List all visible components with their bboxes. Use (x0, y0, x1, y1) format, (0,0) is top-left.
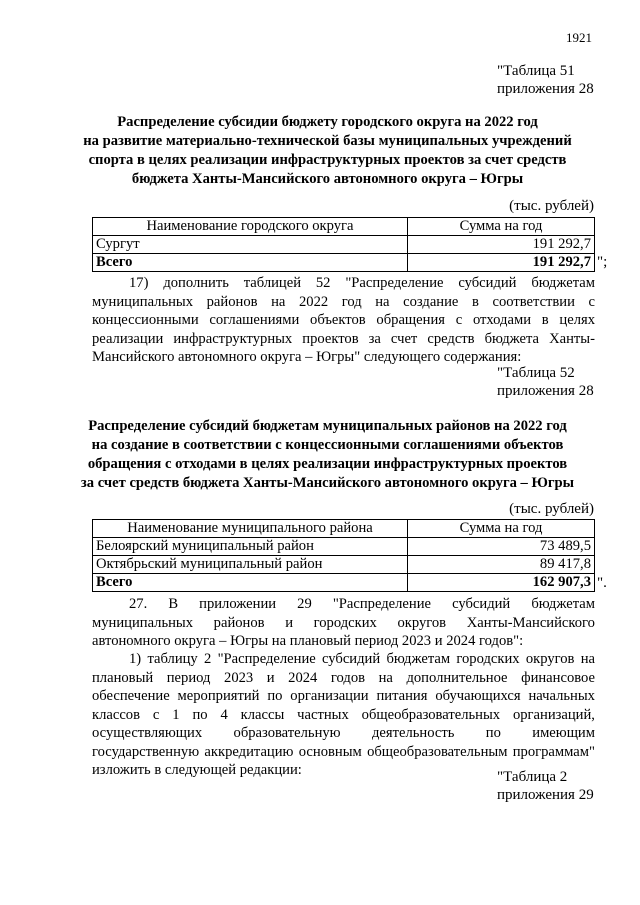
text-word: общеобразовательным (367, 743, 508, 760)
text-line (92, 274, 595, 293)
text-word: государственную (92, 743, 200, 760)
text-word: соглашениями (209, 312, 300, 328)
text-word: районов (206, 293, 258, 310)
table-row (93, 538, 595, 556)
row-sum: 73 489,5 (408, 538, 595, 556)
table-row (93, 556, 595, 574)
table-52-ref-line2: приложения 28 (497, 383, 594, 399)
table-52-units: (тыс. рублей) (509, 501, 594, 517)
text-word: годов (330, 669, 366, 686)
text-line (92, 724, 595, 743)
text-word: изложить в следующей редакции: (92, 762, 302, 778)
text-word: муниципальных (92, 614, 194, 631)
table-total-row (93, 574, 595, 592)
text-word: "Распределение (217, 651, 316, 667)
text-word: 4 (220, 706, 228, 723)
text-word: по (192, 706, 208, 723)
text-word: и (285, 614, 293, 631)
text-word: В (168, 596, 179, 612)
text-word: частных (297, 706, 349, 723)
text-word: дополнить (163, 275, 229, 291)
table-total-row (93, 254, 595, 272)
text-word: городских (456, 651, 520, 667)
row-name: Октябрьский муниципальный район (93, 556, 408, 574)
table-51-reference (497, 62, 594, 98)
text-word: обращения (376, 312, 445, 328)
table-51-title (80, 113, 575, 189)
text-word: Мансийского автономного округа – Югры" следующего содержания: (92, 349, 522, 365)
text-word: начальных (528, 688, 595, 704)
table-51-title-line: бюджета Ханты-Мансийского автономного округа – Югры (131, 171, 524, 187)
table-51-ref-line2: приложения 28 (497, 81, 594, 97)
text-line (92, 687, 595, 706)
text-word: программам" (512, 743, 595, 760)
text-word: на (271, 293, 286, 310)
text-word: на (580, 651, 595, 667)
text-word: на (378, 669, 393, 686)
table-51-title-line: на развитие материально-технической базы муниципальных учреждений (83, 133, 572, 149)
text-word: обеспечение (92, 688, 170, 704)
text-word: автономного округа – Югры на плановый период 2023 и 2024 годов": (92, 633, 524, 649)
table-2-ref-line1: "Таблица 2 (497, 769, 568, 785)
row-name: Сургут (93, 236, 408, 254)
table-52-title-line: за счет средств бюджета Ханты-Мансийского автономного округа – Югры (80, 475, 575, 491)
table-51-title-line: Распределение субсидии бюджету городского округа на 2022 год (117, 114, 538, 130)
text-word: классы (240, 706, 285, 723)
text-word: создание (403, 293, 459, 310)
text-word: 2024 (288, 669, 318, 686)
text-word: отходами (472, 312, 531, 328)
table-51-closing: "; (597, 254, 608, 270)
table-52-title-line: на создание в соответствии с концессионными соглашениями объектов (91, 437, 564, 453)
total-sum: 162 907,3 (408, 574, 595, 592)
text-word: 52 (315, 275, 331, 291)
text-word: по (267, 688, 283, 704)
text-word: муниципальных (92, 293, 194, 310)
text-word: бюджетам (386, 651, 451, 667)
text-word: с (152, 706, 160, 723)
text-word: образовательную (233, 725, 341, 741)
text-word: городских (313, 614, 377, 631)
text-line (92, 650, 595, 669)
page-number: 1921 (566, 30, 592, 45)
text-word: период (166, 669, 211, 686)
text-word: питания (376, 688, 428, 704)
text-word: основным (298, 743, 362, 760)
text-word: приложении (199, 596, 277, 612)
table-52-title-line: Распределение субсидий бюджетам муниципальных районов на 2022 год (88, 418, 567, 434)
text-word: 2022 (298, 293, 329, 310)
text-word: таблицу (147, 651, 198, 667)
text-word: за (368, 330, 381, 347)
text-line (92, 330, 595, 349)
table-header-row (93, 520, 595, 538)
text-word: организаций, (512, 706, 595, 723)
row-sum: 89 417,8 (408, 556, 595, 574)
text-word: округов (397, 614, 447, 631)
text-word: счет (390, 330, 418, 347)
table-52-closing: ". (597, 575, 607, 591)
text-word: 2023 (224, 669, 254, 686)
text-word: осуществляющих (92, 725, 203, 741)
text-line (92, 706, 595, 725)
text-word: на (375, 293, 390, 310)
text-line (92, 595, 595, 614)
row-name: Белоярский муниципальный район (93, 538, 408, 556)
text-word: плановый (92, 669, 154, 686)
text-word: Ханты- (549, 330, 595, 347)
text-word: субсидий (322, 651, 381, 667)
table-52-title (80, 417, 575, 493)
row-sum: 191 292,7 (408, 236, 595, 254)
text-word: таблицей (243, 275, 302, 291)
text-word: 27. (129, 596, 148, 612)
text-word: с (455, 312, 463, 328)
text-word: классов (92, 706, 140, 723)
text-word: общеобразовательных (361, 706, 501, 723)
table-52-title-line: обращения с отходами в целях реализации инфраструктурных проектов (87, 456, 568, 472)
text-word: 1) (129, 651, 142, 667)
text-word: субсидий (452, 596, 511, 612)
table-2-reference (497, 768, 594, 804)
text-word: в (541, 312, 549, 328)
text-word: в (471, 293, 479, 310)
table-51-title-line: спорта в целях реализации инфраструктурных проектов за счет средств (88, 152, 567, 168)
table-51 (92, 217, 595, 272)
text-word: Ханты-Мансийского (466, 614, 595, 631)
table-51-units: (тыс. рублей) (509, 198, 594, 214)
text-word: концессионными (92, 312, 199, 328)
column-header-name: Наименование муниципального района (93, 520, 408, 538)
table-52-ref-line1: "Таблица 52 (497, 365, 575, 381)
text-word: бюджета (484, 330, 540, 347)
text-word: реализации (92, 330, 164, 347)
text-word: мероприятий (177, 688, 260, 704)
table-52-reference (497, 364, 594, 400)
table-header-row (93, 218, 595, 236)
text-word: с (588, 293, 595, 310)
table-52 (92, 519, 595, 592)
text-word: бюджетам (531, 596, 595, 612)
text-word: проектов (302, 330, 359, 347)
text-word: 1 (172, 706, 180, 723)
table-2-ref-line2: приложения 29 (497, 787, 594, 803)
column-header-sum: Сумма на год (408, 520, 595, 538)
table-51-ref-line1: "Таблица 51 (497, 63, 575, 79)
text-word: дополнительное (406, 669, 508, 686)
text-word: 17) (129, 275, 149, 291)
total-label: Всего (93, 574, 408, 592)
text-word: средств (427, 330, 475, 347)
text-word: соответствии (492, 293, 575, 310)
text-word: "Распределение (332, 596, 432, 612)
paragraph-17 (92, 274, 595, 367)
text-word: год (341, 293, 362, 310)
column-header-name: Наименование городского округа (93, 218, 408, 236)
text-word: "Распределение (345, 275, 444, 291)
text-word: объектов (310, 312, 366, 328)
text-word: округов (525, 651, 575, 667)
text-line (92, 632, 595, 651)
text-word: деятельность (371, 725, 455, 741)
text-line (92, 293, 595, 312)
text-line (92, 669, 595, 688)
text-word: целях (559, 312, 595, 328)
text-word: имеющим (532, 725, 595, 741)
column-header-sum: Сумма на год (408, 218, 595, 236)
text-word: районов (213, 614, 265, 631)
text-word: финансовое (521, 669, 595, 686)
text-word: 2 (204, 651, 212, 667)
text-line (92, 743, 595, 762)
text-word: по (485, 725, 501, 741)
text-word: обучающихся (435, 688, 521, 704)
text-word: бюджетам (531, 275, 595, 291)
text-word: и (266, 669, 275, 686)
paragraph-27 (92, 595, 595, 651)
total-label: Всего (93, 254, 408, 272)
paragraph-1 (92, 650, 595, 780)
text-word: 29 (297, 596, 312, 612)
text-line (92, 614, 595, 633)
total-sum: 191 292,7 (408, 254, 595, 272)
text-word: аккредитацию (204, 743, 294, 760)
text-line (92, 311, 595, 330)
text-word: субсидий (458, 275, 517, 291)
text-word: организации (290, 688, 369, 704)
table-row (93, 236, 595, 254)
text-word: инфраструктурных (173, 330, 293, 347)
